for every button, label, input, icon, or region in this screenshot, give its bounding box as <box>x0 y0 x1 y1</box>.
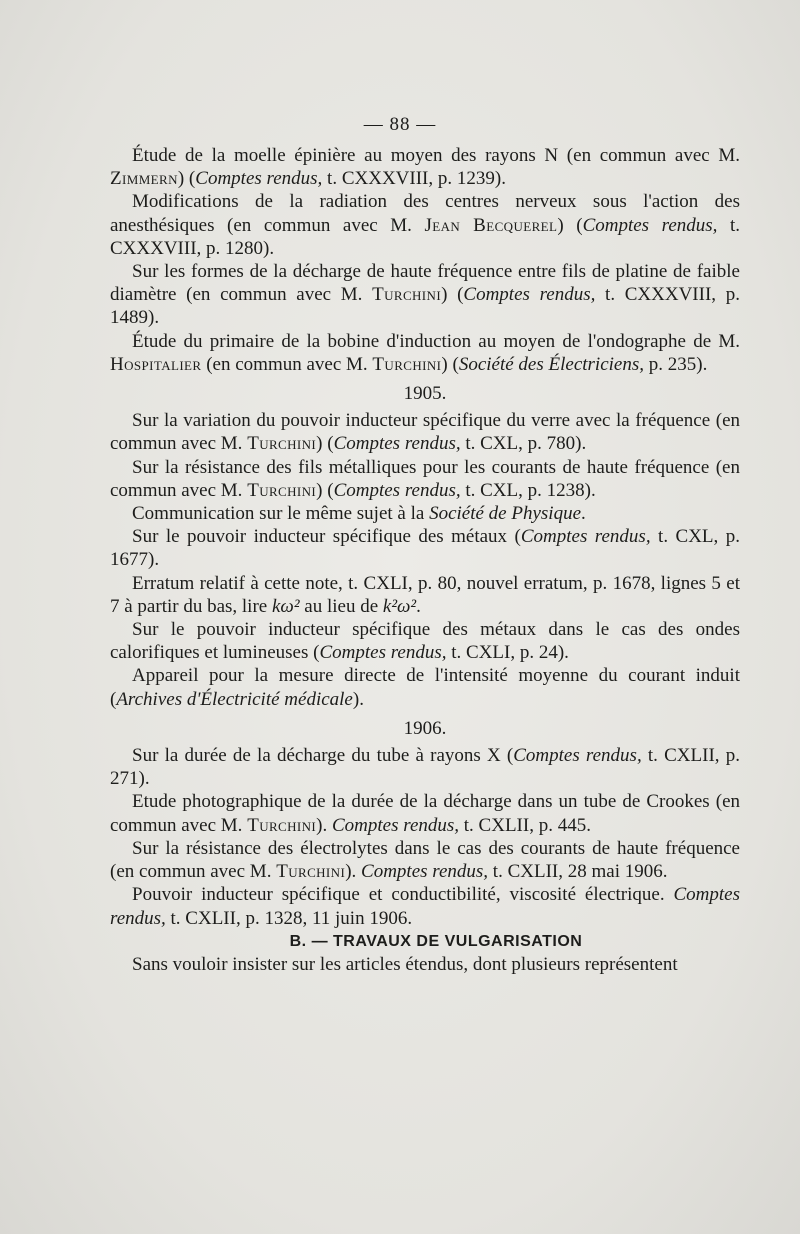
journal-title: Comptes rendus, <box>195 168 323 190</box>
entry <box>110 790 740 836</box>
entry <box>110 330 740 376</box>
entry-text: p. 235). <box>644 353 708 375</box>
entry <box>110 525 740 571</box>
entry <box>110 744 740 790</box>
entry-text: t. CXL, p. 1238). <box>460 479 596 501</box>
entry-text: Sur la variation du pouvoir inducteur spécifique du verre avec la fréquence (en commun avec M. <box>110 410 740 455</box>
entry <box>110 837 740 883</box>
journal-title: Comptes rendus, <box>333 433 461 455</box>
entry-text: t. CXLII, p. 1328, 11 juin 1906. <box>165 907 413 929</box>
page-number: — 88 — <box>363 114 437 135</box>
entry <box>110 260 740 330</box>
entry-text: t. CXLI, p. 24). <box>446 642 569 664</box>
entry-text: ). <box>352 688 364 710</box>
journal-title: Comptes rendus, <box>361 861 489 883</box>
year-heading: 1905. <box>403 383 447 405</box>
author-name: Turchini <box>247 479 317 501</box>
entry-text: Sur la durée de la décharge du tube à rayons X ( <box>132 745 514 767</box>
entry-text: t. CXXXVIII, p. 1280). <box>110 214 740 259</box>
entry-text: Étude du primaire de la bobine d'induction au moyen de l'ondographe de M. <box>132 330 740 352</box>
document-body <box>110 144 740 976</box>
entry-text: Erratum relatif à cette note, t. CXLI, p. 80, nouvel erratum, p. 1678, lignes 5 et 7 à partir du bas, lire <box>110 572 740 617</box>
entry <box>110 883 740 929</box>
entry-text: t. CXXXVIII, p. 1489). <box>110 284 740 329</box>
entry-text: t. CXL, p. 780). <box>460 433 587 455</box>
entry-text: ). <box>316 814 332 836</box>
paragraph-start: Sans vouloir insister sur les articles étendus, dont plusieurs représentent <box>132 953 678 975</box>
entry-text: t. CXXXVIII, p. 1239). <box>322 168 506 190</box>
entry <box>110 144 740 190</box>
journal-title: Comptes rendus, <box>582 214 718 236</box>
formula: k²ω² <box>382 595 417 617</box>
entry-text: Sur le pouvoir inducteur spécifique des métaux dans le cas des ondes calorifiques et lumineuses ( <box>110 619 740 664</box>
entry-text: au lieu de <box>299 595 383 617</box>
entry-text: Communication sur le même sujet à la <box>132 503 430 525</box>
entry <box>110 409 740 455</box>
entry <box>110 664 740 710</box>
entry <box>110 456 740 502</box>
entry-text: t. CXLII, p. 445. <box>459 814 591 836</box>
entry-text: ) ( <box>316 433 334 455</box>
entry <box>110 502 740 525</box>
formula: kω² <box>271 595 300 617</box>
entry-text: . <box>416 595 421 617</box>
journal-title: Comptes rendus, <box>110 884 740 929</box>
author-name: Turchini <box>372 284 442 306</box>
entry <box>110 618 740 664</box>
entry-text: Etude photographique de la durée de la décharge dans un tube de Crookes (en commun avec M. <box>110 791 740 836</box>
journal-title: Archives d'Électricité médicale <box>116 688 353 710</box>
entry-text: Appareil pour la mesure directe de l'intensité moyenne du courant induit ( <box>110 665 740 710</box>
journal-title: Comptes rendus, <box>332 814 460 836</box>
author-name: Turchini <box>247 814 317 836</box>
journal-title: Comptes rendus, <box>513 745 642 767</box>
author-name: Jean Becquerel <box>424 214 558 236</box>
entry-text: Sur les formes de la décharge de haute fréquence entre fils de platine de faible diamètre (en commun avec M. <box>110 261 740 306</box>
entry-text: ). <box>345 861 362 883</box>
entry-text: (en commun avec M. <box>201 353 373 375</box>
entry-text: Sur le pouvoir inducteur spécifique des métaux ( <box>132 526 521 548</box>
entry-text: Sur la résistance des fils métalliques pour les courants de haute fréquence (en commun avec M. <box>110 456 740 501</box>
entry-text: Pouvoir inducteur spécifique et conductibilité, viscosité électrique. <box>132 884 674 906</box>
journal-title: Société de Physique <box>429 503 582 525</box>
author-name: Zimmern <box>110 168 178 190</box>
journal-title: Comptes rendus, <box>319 642 447 664</box>
entry <box>110 190 740 260</box>
entry-text: t. CXLII, p. 271). <box>110 745 740 790</box>
year-heading: 1906. <box>403 717 447 739</box>
author-name: Turchini <box>276 861 346 883</box>
journal-title: Société des Électriciens, <box>458 353 644 375</box>
journal-title: Comptes rendus, <box>333 479 461 501</box>
entry-text: t. CXLII, 28 mai 1906. <box>488 861 668 883</box>
entry-text: Étude de la moelle épinière au moyen des rayons N (en commun avec M. <box>132 145 740 166</box>
entry-text: ) ( <box>316 479 334 501</box>
author-name: Turchini <box>372 353 442 375</box>
entry-text: . <box>581 503 586 525</box>
entry-text: ) ( <box>557 214 583 236</box>
author-name: Hospitalier <box>110 353 202 375</box>
entry-text: ) ( <box>441 353 459 375</box>
entry-text: t. CXL, p. 1677). <box>110 526 740 571</box>
entry-text: Modifications de la radiation des centres nerveux sous l'action des anesthésiques (en commun avec M. <box>110 191 740 236</box>
journal-title: Comptes rendus, <box>463 284 596 306</box>
entry-text: ) ( <box>177 168 196 190</box>
entry-text: Sur la résistance des électrolytes dans le cas des courants de haute fréquence (en commun avec M. <box>110 837 740 883</box>
entry-text: ) ( <box>441 284 464 306</box>
section-heading: B. — TRAVAUX DE VULGARISATION <box>289 932 583 950</box>
journal-title: Comptes rendus, <box>520 526 651 548</box>
entry <box>110 572 740 618</box>
author-name: Turchini <box>247 433 317 455</box>
